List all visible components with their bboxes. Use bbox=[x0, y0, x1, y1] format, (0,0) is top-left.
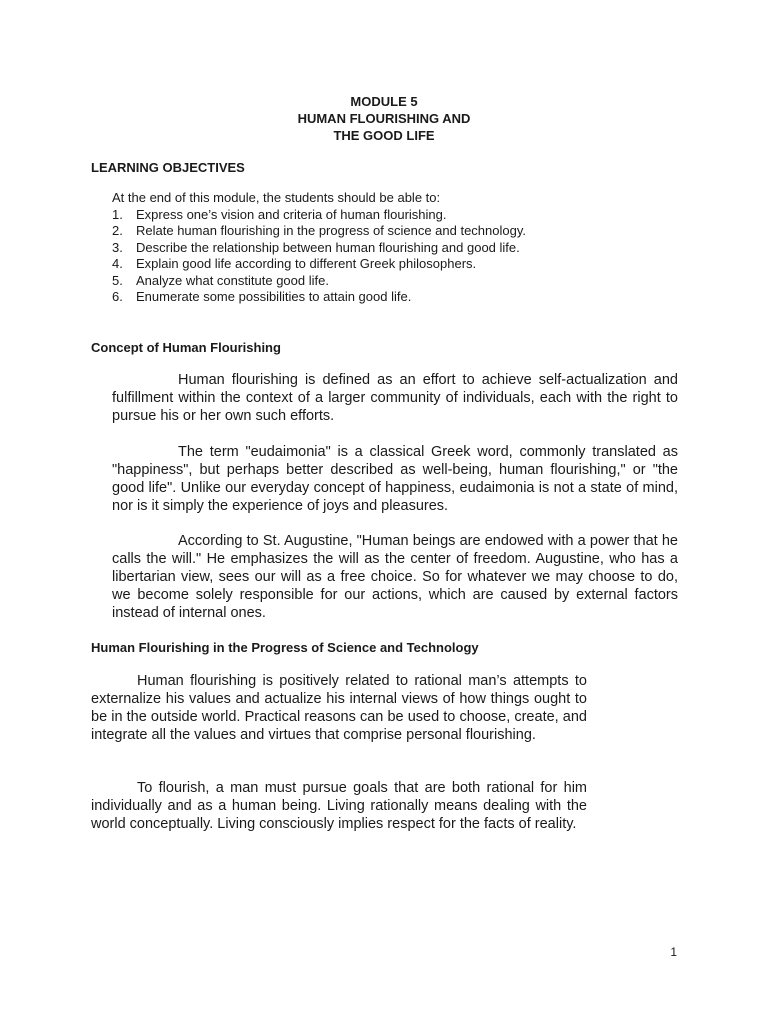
module-title bbox=[0, 93, 768, 144]
list-item-number: 6. bbox=[112, 289, 123, 304]
list-item bbox=[112, 223, 526, 240]
list-item bbox=[112, 240, 526, 257]
concept-paragraph-2: The term "eudaimonia" is a classical Greek word, commonly translated as "happiness", but perhaps better described as well-being, human flourishing," or "the good life". Unlike our everyday concept of happiness, eudaimonia is not a state of mind, nor is it simply the experience of joys and pleasures. bbox=[112, 444, 678, 514]
list-item-text: Enumerate some possibilities to attain good life. bbox=[136, 289, 412, 304]
module-title-line-2: THE GOOD LIFE bbox=[333, 128, 435, 143]
learning-objectives bbox=[112, 190, 526, 306]
objectives-list bbox=[112, 207, 526, 306]
list-item bbox=[112, 256, 526, 273]
science-tech-heading: Human Flourishing in the Progress of Science and Technology bbox=[91, 640, 479, 655]
list-item-text: Explain good life according to different Greek philosophers. bbox=[136, 256, 477, 271]
list-item-text: Express one’s vision and criteria of human flourishing. bbox=[136, 206, 447, 222]
module-number: MODULE 5 bbox=[350, 94, 418, 109]
list-item-number: 2. bbox=[112, 223, 123, 238]
list-item bbox=[112, 289, 526, 306]
science-tech-paragraph-2: To flourish, a man must pursue goals that are both rational for him individually and as a human being. Living rationally means dealing with the world conceptually. Living consciously implies respect for the facts of reality. bbox=[91, 780, 587, 832]
list-item-text: Describe the relationship between human flourishing and good life. bbox=[136, 239, 520, 255]
concept-paragraph-3: According to St. Augustine, "Human beings are endowed with a power that he calls the will." He emphasizes the will as the center of freedom. Augustine, who has a libertarian view, sees our will as a free choice. So for whatever we may choose to do, we become solely responsible for our actions, which are caused by external factors instead of internal ones. bbox=[112, 533, 678, 621]
concept-heading: Concept of Human Flourishing bbox=[91, 340, 281, 355]
module-title-line-1: HUMAN FLOURISHING AND bbox=[297, 111, 471, 126]
list-item-number: 3. bbox=[112, 239, 123, 255]
page-number: 1 bbox=[670, 945, 677, 959]
list-item-number: 5. bbox=[112, 272, 123, 288]
list-item-number: 1. bbox=[112, 206, 123, 222]
list-item bbox=[112, 207, 526, 224]
science-tech-paragraph-1: Human flourishing is positively related to rational man’s attempts to externalize his values and actualize his internal views of how things ought to be in the outside world. Practical reasons can be used to choose, create, and integrate all the values and virtues that comprise personal flourishing. bbox=[91, 673, 587, 743]
learning-objectives-heading: LEARNING OBJECTIVES bbox=[91, 160, 245, 175]
list-item-text: Analyze what constitute good life. bbox=[136, 272, 329, 288]
objectives-intro: At the end of this module, the students should be able to: bbox=[112, 190, 441, 205]
list-item-text: Relate human flourishing in the progress of science and technology. bbox=[136, 223, 526, 238]
list-item bbox=[112, 273, 526, 290]
list-item-number: 4. bbox=[112, 256, 123, 271]
concept-paragraph-1: Human flourishing is defined as an effort to achieve self-actualization and fulfillment within the context of a larger community of individuals, each with the right to pursue his or her own such efforts. bbox=[112, 372, 678, 424]
